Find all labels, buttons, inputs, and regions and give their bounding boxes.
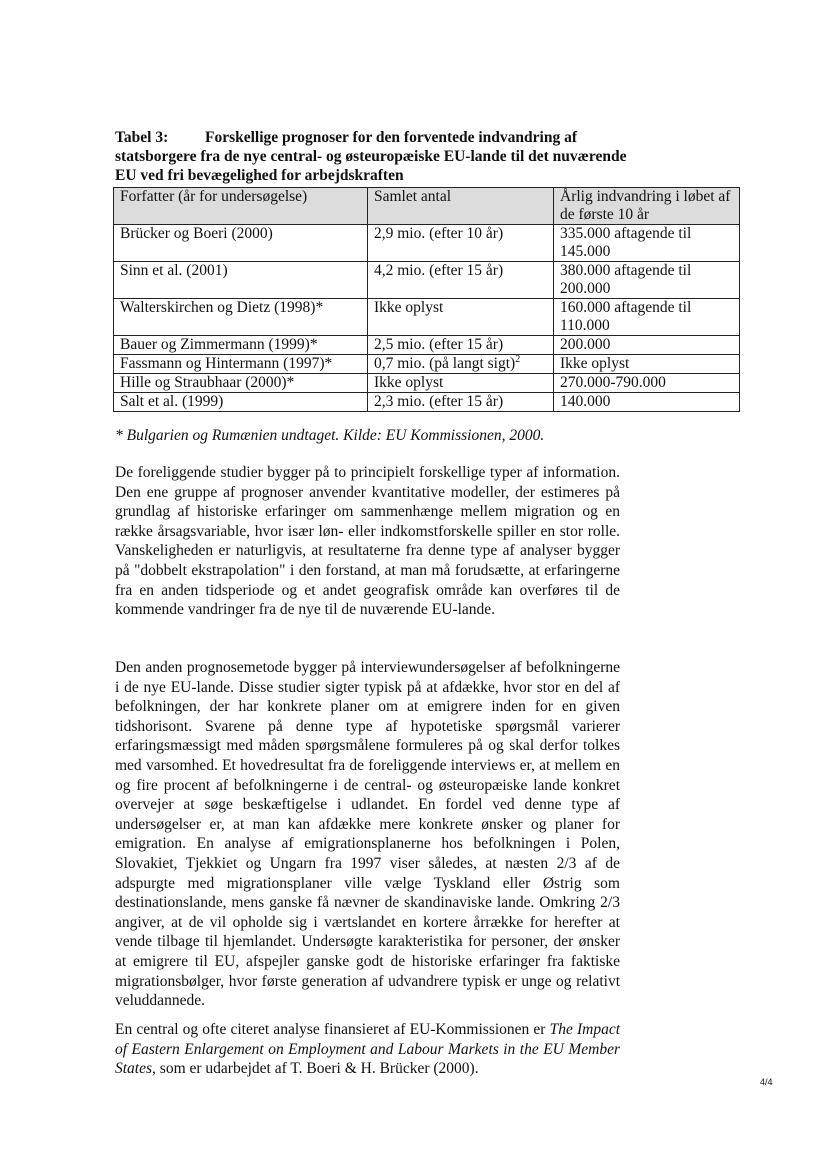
table-header-row	[114, 188, 740, 225]
header-author: Forfatter (år for undersøgelse)	[114, 188, 368, 225]
table-row	[114, 262, 740, 299]
cell-total	[368, 355, 554, 374]
table-row	[114, 336, 740, 355]
cell-annual: 335.000 aftagende til 145.000	[554, 225, 740, 262]
paragraph-3-text-b: , som er udarbejdet af T. Boeri & H. Brücker (2000).	[152, 1060, 479, 1078]
cell-total-text: 0,7 mio. (på langt sigt)	[374, 355, 516, 372]
paragraph-1: De foreliggende studier bygger på to principielt forskellige typer af information. Den ene gruppe af prognoser anvender kvantitative modeller, der estimeres på grundlag af historiske erfaringer om sammenhænge mellem migration og en række årsagsvariable, hvor især løn- eller indkomstforskelle spiller en stor rolle. Vanskeligheden er naturligvis, at resultaterne fra denne type af analyser bygger på "dobbelt ekstrapolation" i den forstand, at man må forudsætte, at erfaringerne fra en anden tidsperiode og et andet geografisk område kan overføres til de kommende vandringer fra de nye til de nuværende EU-lande.	[115, 464, 620, 619]
paragraph-3	[115, 1020, 620, 1079]
table-note: * Bulgarien og Rumænien undtaget. Kilde: EU Kommissionen, 2000.	[115, 427, 545, 444]
header-annual: Årlig indvandring i løbet af de første 10 år	[554, 188, 740, 225]
paragraph-2: Den anden prognosemetode bygger på interviewundersøgelser af befolkningerne i de nye EU-lande. Disse studier sigter typisk på at afdække, hvor stor en del af befolkningen, der har konkrete planer om at emigrere inden for en given tidshorisont. Svarene på denne type af hypotetiske spørgsmål varierer erfaringsmæssigt med måden spørgsmålene formuleres på og skal derfor tolkes med varsomhed. Et hovedresultat fra de foreliggende interviews er, at mellem en og fire procent af befolkningerne i de central- og østeuropæiske lande konkret overvejer at søge beskæftigelse i udlandet. En fordel ved denne type af undersøgelser er, at man kan afdække mere konkrete ønsker og planer for emigration. En analyse af emigrationsplanerne hos befolkningen i Polen, Slovakiet, Tjekkiet og Ungarn fra 1997 viser således, at næsten 2/3 af de adspurgte med migrationsplaner ville vælge Tyskland eller Østrig som destinationslande, mens ganske få nævner de skandinaviske lande. Omkring 2/3 angiver, at de vil opholde sig i værtslandet en kortere årrække for herefter at vende tilbage til hjemlandet. Undersøgte karakteristika for personer, der ønsker at emigrere til EU, afspejler ganske godt de historiske erfaringer fra faktiske migrationsbølger, hvor første generation af udvandrere typisk er unge og relativt veluddannede.	[115, 659, 620, 1010]
table-caption-label: Tabel 3:	[115, 129, 169, 146]
cell-annual: 140.000	[554, 393, 740, 412]
page-number: 4/4	[760, 1077, 773, 1087]
table-row	[114, 393, 740, 412]
forecast-table	[113, 187, 740, 412]
cell-author: Brücker og Boeri (2000)	[114, 225, 368, 262]
cell-total: 2,5 mio. (efter 15 år)	[368, 336, 554, 355]
cell-annual: 200.000	[554, 336, 740, 355]
header-total: Samlet antal	[368, 188, 554, 225]
table-row	[114, 355, 740, 374]
cell-total: Ikke oplyst	[368, 299, 554, 336]
cell-annual: 380.000 aftagende til 200.000	[554, 262, 740, 299]
cited-title: The Impact of Eastern Enlargement on Employment and Labour Markets in the EU Member States	[115, 1021, 621, 1078]
cell-total: 2,3 mio. (efter 15 år)	[368, 393, 554, 412]
footnote-mark: 2	[515, 353, 521, 365]
table-row	[114, 374, 740, 393]
cell-author: Hille og Straubhaar (2000)*	[114, 374, 368, 393]
cell-total: 2,9 mio. (efter 10 år)	[368, 225, 554, 262]
cell-author: Sinn et al. (2001)	[114, 262, 368, 299]
table-row	[114, 299, 740, 336]
table-caption	[115, 128, 635, 185]
table-row	[114, 225, 740, 262]
cell-annual: Ikke oplyst	[554, 355, 740, 374]
cell-annual: 270.000-790.000	[554, 374, 740, 393]
table-caption-text: Forskellige prognoser for den forventede indvandring af statsborgere fra de nye central- og østeuropæiske EU-lande til det nuværende EU ved fri bevægelighed for arbejdskraften	[115, 129, 627, 184]
paragraph-3-text-a: En central og ofte citeret analyse finansieret af EU-Kommissionen er	[115, 1021, 550, 1038]
cell-total: Ikke oplyst	[368, 374, 554, 393]
cell-annual: 160.000 aftagende til 110.000	[554, 299, 740, 336]
cell-total: 4,2 mio. (efter 15 år)	[368, 262, 554, 299]
cell-author: Salt et al. (1999)	[114, 393, 368, 412]
cell-author: Fassmann og Hintermann (1997)*	[114, 355, 368, 374]
cell-author: Bauer og Zimmermann (1999)*	[114, 336, 368, 355]
cell-author: Walterskirchen og Dietz (1998)*	[114, 299, 368, 336]
